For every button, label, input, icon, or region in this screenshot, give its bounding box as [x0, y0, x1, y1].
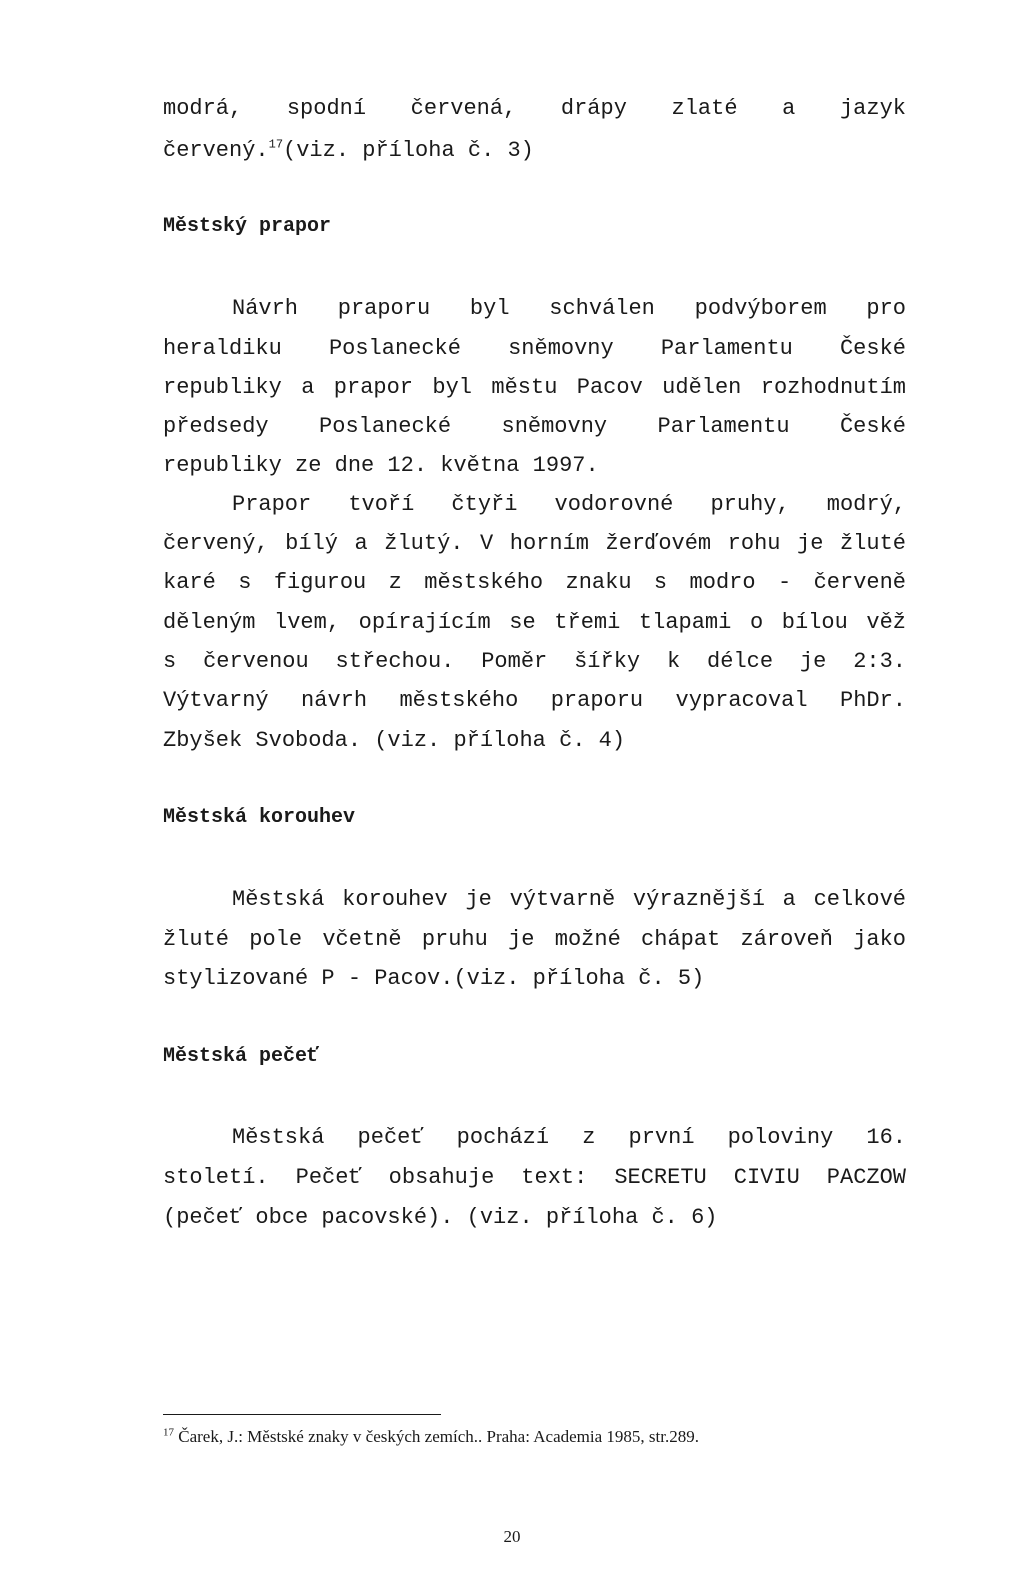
heading-mestsky-prapor: Městský prapor	[163, 215, 332, 238]
pecet-line-3: (pečeť obce pacovské). (viz. příloha č. 6)	[163, 1205, 718, 1230]
prapor-p2-line-2: červený, bílý a žlutý. V horním žerďovém rohu je žluté	[163, 531, 906, 556]
heading-mestska-pecet: Městská pečeť	[163, 1045, 320, 1068]
footnote	[163, 1425, 699, 1449]
pecet-line-2: století. Pečeť obsahuje text: SECRETU CIVIU PACZOW	[163, 1165, 906, 1190]
prapor-p2-line-3: karé s figurou z městského znaku s modro - červeně	[163, 570, 906, 595]
footnote-separator	[163, 1414, 441, 1415]
footnote-reference: 17	[268, 137, 284, 152]
prapor-p1-line-2: heraldiku Poslanecké sněmovny Parlamentu České	[163, 336, 906, 361]
prapor-p2-line-7: Zbyšek Svoboda. (viz. příloha č. 4)	[163, 728, 626, 753]
intro-line-1: modrá, spodní červená, drápy zlaté a jazyk	[163, 96, 906, 121]
prapor-p1-line-3: republiky a prapor byl městu Pacov udělen rozhodnutím	[163, 375, 906, 400]
prapor-p1-line-5: republiky ze dne 12. května 1997.	[163, 453, 599, 478]
intro-line-2-start: červený.	[163, 138, 269, 163]
page-number: 20	[503, 1527, 521, 1546]
footnote-text: Čarek, J.: Městské znaky v českých zemích.. Praha: Academia 1985, str.289.	[178, 1427, 699, 1446]
intro-line-2-end: (viz. příloha č. 3)	[283, 138, 534, 163]
prapor-p1-line-1: Návrh praporu byl schválen podvýborem pro	[232, 296, 906, 321]
prapor-p2-line-4: děleným lvem, opírajícím se třemi tlapami o bílou věž	[163, 610, 906, 635]
footnote-number: 17	[163, 1426, 174, 1439]
korouhev-line-1: Městská korouhev je výtvarně výraznější a celkové	[232, 887, 906, 912]
prapor-p2-line-5: s červenou střechou. Poměr šířky k délce je 2:3.	[163, 649, 906, 674]
prapor-p2-line-6: Výtvarný návrh městského praporu vypracoval PhDr.	[163, 688, 906, 713]
prapor-p2-line-1: Prapor tvoří čtyři vodorovné pruhy, modrý,	[232, 492, 906, 517]
heading-mestska-korouhev: Městská korouhev	[163, 806, 356, 829]
korouhev-line-3: stylizované P - Pacov.(viz. příloha č. 5)	[163, 966, 705, 991]
prapor-p1-line-4: předsedy Poslanecké sněmovny Parlamentu České	[163, 414, 906, 439]
pecet-line-1: Městská pečeť pochází z první poloviny 16.	[232, 1125, 906, 1150]
korouhev-line-2: žluté pole včetně pruhu je možné chápat zároveň jako	[163, 927, 906, 952]
intro-line-2	[163, 138, 906, 164]
